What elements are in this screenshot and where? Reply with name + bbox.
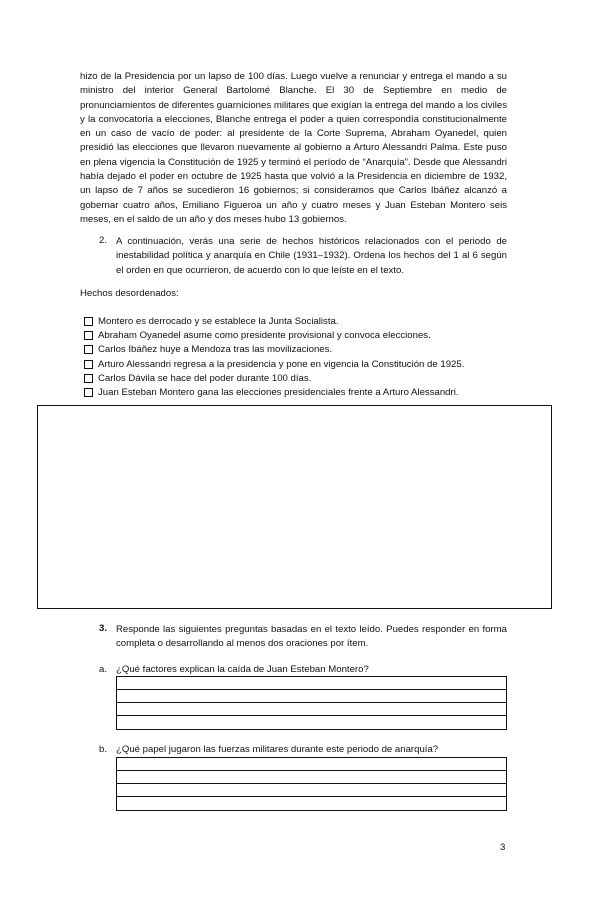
- answer-line[interactable]: [117, 784, 506, 797]
- body-paragraph: hizo de la Presidencia por un lapso de 100 días. Luego vuelve a renunciar y entrega el mando a su ministro del interior General Bartolomé Blanche. El 30 de Septiembre en medio de pronunciamientos de diferentes guarniciones militares que exigían la entrega del mando a los civiles y la convocatoria a elecciones, Blanche entrega el poder a quien correspondía constitucionalmente en un caso de vacío de poder: al presidente de la Corte Suprema, Abraham Oyanedel, quien presidió las elecciones que llevaron nuevamente al gobierno a Arturo Alessandri Palma. Este puso en plena vigencia la Constitución de 1925 y terminó el período de “Anarquía”. Desde que Alessandri había dejado el poder en octubre de 1925 hasta que volvió a la Presidencia en diciembre de 1932, un lapso de 7 años se sucedieron 16 gobiernos; si consideramos que Carlos Ibáñez alcanzó a gobernar cuatro años, Emiliano Figueroa un año y cuatro meses y Juan Esteban Montero seis meses, en el saldo de un año y dos meses hubo 13 gobiernos.: [80, 71, 507, 225]
- checkbox-icon[interactable]: [84, 360, 93, 369]
- answer-line[interactable]: [117, 771, 506, 784]
- hecho-item: [84, 357, 464, 371]
- page-number: 3: [500, 842, 506, 853]
- question-3: [99, 623, 507, 652]
- hecho-text: Abraham Oyanedel asume como presidente provisional y convoca elecciones.: [98, 329, 431, 341]
- question-2: [99, 235, 507, 278]
- checkbox-icon[interactable]: [84, 374, 93, 383]
- answer-line[interactable]: [117, 797, 506, 810]
- answer-line[interactable]: [117, 677, 506, 690]
- hecho-item: [84, 385, 464, 399]
- hecho-text: Arturo Alessandri regresa a la presidencia y pone en vigencia la Constitución de 1925.: [98, 358, 465, 370]
- sub-question-a-letter: a.: [99, 664, 108, 675]
- answer-lines-b[interactable]: [116, 757, 507, 811]
- sub-question-b: [99, 744, 438, 755]
- answer-line[interactable]: [117, 716, 506, 729]
- hechos-checklist: [84, 314, 464, 400]
- hecho-item: [84, 371, 464, 385]
- hecho-text: Carlos Dávila se hace del poder durante 100 días.: [98, 372, 312, 384]
- answer-line[interactable]: [117, 758, 506, 771]
- sub-question-b-text: ¿Qué papel jugaron las fuerzas militares durante este periodo de anarquía?: [116, 744, 439, 755]
- sub-question-a: [99, 664, 369, 675]
- checkbox-icon[interactable]: [84, 345, 93, 354]
- checkbox-icon[interactable]: [84, 331, 93, 340]
- hechos-label: Hechos desordenados:: [80, 288, 179, 299]
- hecho-text: Juan Esteban Montero gana las elecciones presidenciales frente a Arturo Alessandri.: [98, 387, 459, 399]
- hecho-item: [84, 343, 464, 357]
- hecho-item: [84, 314, 464, 328]
- checkbox-icon[interactable]: [84, 388, 93, 397]
- hecho-item: [84, 328, 464, 342]
- question-3-text: Responde las siguientes preguntas basadas en el texto leído. Puedes responder en forma completa o desarrollando al menos dos oraciones por ítem.: [116, 624, 507, 650]
- ordering-answer-box[interactable]: [37, 405, 552, 609]
- hecho-text: Montero es derrocado y se establece la Junta Socialista.: [98, 315, 339, 327]
- answer-line[interactable]: [117, 703, 506, 716]
- question-3-number: 3.: [99, 623, 108, 634]
- sub-question-a-text: ¿Qué factores explican la caída de Juan Esteban Montero?: [116, 664, 369, 675]
- hecho-text: Carlos Ibáñez huye a Mendoza tras las movilizaciones.: [98, 344, 333, 356]
- question-2-number: 2.: [99, 235, 108, 246]
- answer-lines-a[interactable]: [116, 676, 507, 730]
- sub-question-b-letter: b.: [99, 744, 108, 755]
- question-2-text: A continuación, verás una serie de hechos históricos relacionados con el periodo de inestabilidad política y anarquía en Chile (1931–1932). Ordena los hechos del 1 al 6 según el orden en que ocurrieron, de acuerdo con lo que leíste en el texto.: [116, 236, 507, 276]
- checkbox-icon[interactable]: [84, 317, 93, 326]
- answer-line[interactable]: [117, 690, 506, 703]
